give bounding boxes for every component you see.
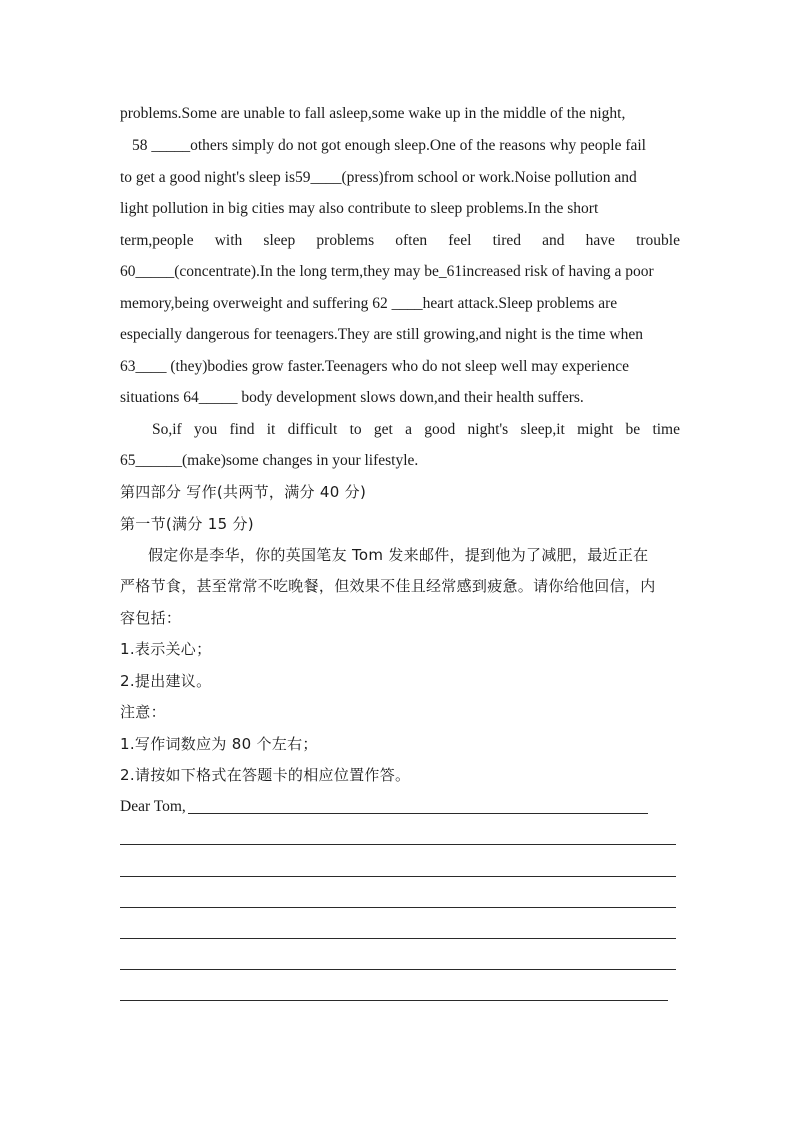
prompt-line-2: 严格节食，甚至常常不吃晚餐，但效果不佳且经常感到疲惫。请你给他回信，内 <box>120 577 656 595</box>
salutation: Dear Tom, <box>120 798 186 815</box>
part-title: 第四部分 写作(共两节，满分 40 分) <box>120 483 367 501</box>
passage-line-10: situations 64_____ body development slows down,and their health suffers. <box>120 389 584 406</box>
passage-line-3: to get a good night's sleep is59____(press)from school or work.Noise pollution and <box>120 169 637 186</box>
answer-line-salutation <box>188 813 648 814</box>
answer-line-1 <box>120 844 676 845</box>
passage-line-6: 60_____(concentrate).In the long term,they may be_61increased risk of having a poor <box>120 263 654 280</box>
prompt-line-3: 容包括： <box>120 609 182 627</box>
passage-line-12: 65______(make)some changes in your lifestyle. <box>120 452 419 469</box>
answer-line-2 <box>120 876 676 877</box>
passage-line-5: term,people with sleep problems often feel tired and have trouble <box>120 232 680 249</box>
answer-line-3 <box>120 907 676 908</box>
notice-1: 1.写作词数应为 80 个左右； <box>120 735 318 753</box>
point-2: 2.提出建议。 <box>120 672 212 690</box>
passage-line-2: 58 _____others simply do not got enough sleep.One of the reasons why people fail <box>132 137 646 154</box>
notice-2: 2.请按如下格式在答题卡的相应位置作答。 <box>120 766 411 784</box>
passage-line-4: light pollution in big cities may also contribute to sleep problems.In the short <box>120 200 599 217</box>
passage-line-1: problems.Some are unable to fall asleep,some wake up in the middle of the night, <box>120 105 626 122</box>
answer-line-4 <box>120 938 676 939</box>
prompt-line-1: 假定你是李华，你的英国笔友 Tom 发来邮件，提到他为了减肥，最近正在 <box>148 546 649 564</box>
passage-line-9: 63____ (they)bodies grow faster.Teenagers who do not sleep well may experience <box>120 358 629 375</box>
passage-line-7: memory,being overweight and suffering 62 ____heart attack.Sleep problems are <box>120 295 618 312</box>
answer-line-5 <box>120 969 676 970</box>
passage-line-11: So,if you find it difficult to get a good night's sleep,it might be time <box>152 421 680 438</box>
notice-title: 注意： <box>120 703 166 721</box>
point-1: 1.表示关心； <box>120 640 212 658</box>
section-title: 第一节(满分 15 分) <box>120 515 254 533</box>
answer-line-6 <box>120 1000 668 1001</box>
passage-line-8: especially dangerous for teenagers.They are still growing,and night is the time when <box>120 326 643 343</box>
